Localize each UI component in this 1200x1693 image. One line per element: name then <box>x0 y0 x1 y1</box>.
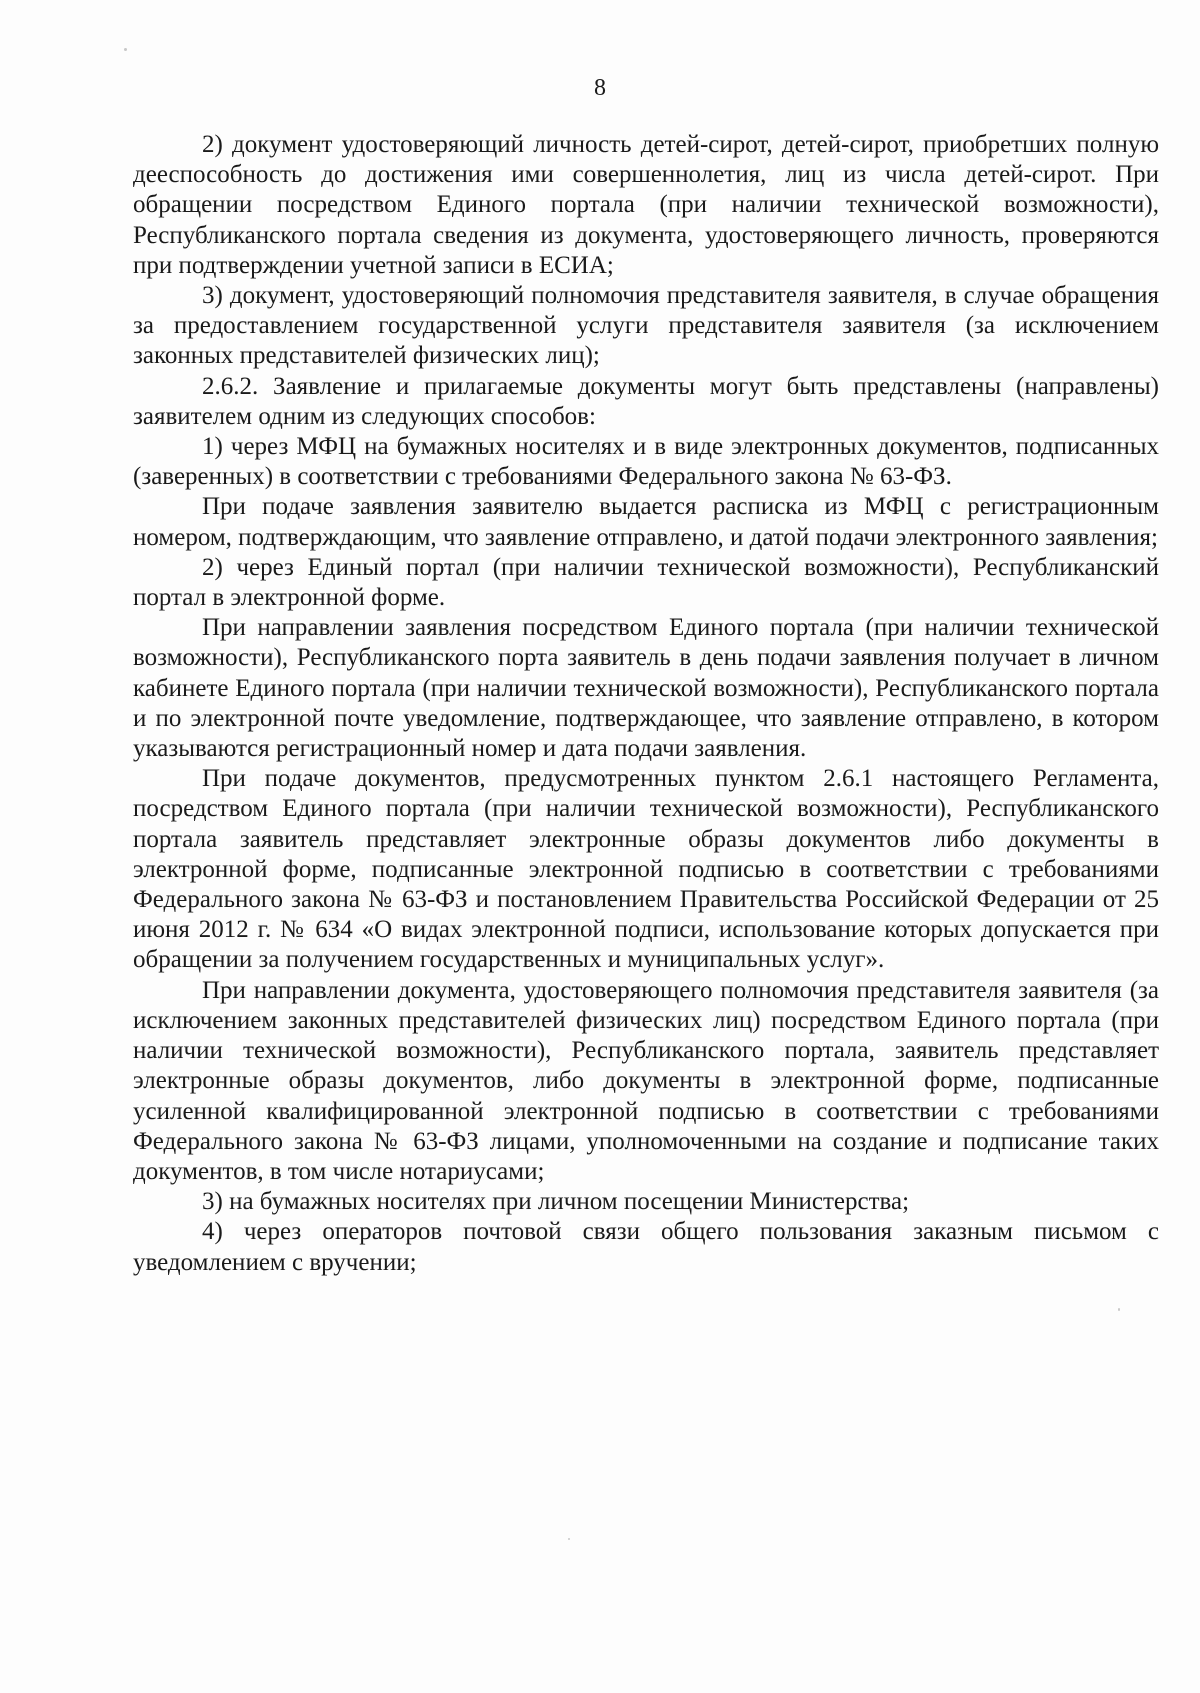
paragraph-representative-documents: При направлении документа, удостоверяющего полномочия представителя заявителя (за исключением законных представителей физических лиц) посредством Единого портала (при наличии технической возможности), Республиканского портала, заявитель представляет электронные образы документов, либо документы в электронной форме, подписанные усиленной квалифицированной электронной подписью в соответствии с требованиями Федерального закона № 63-ФЗ лицами, уполномоченными на создание и подписание таких документов, в том числе нотариусами; <box>133 976 1159 1185</box>
paragraph-method-portal: 2) через Единый портал (при наличии технической возможности), Республиканский портал в электронной форме. <box>133 553 1159 612</box>
paragraph-portal-notification: При направлении заявления посредством Единого портала (при наличии технической возможности), Республиканского порта заявитель в день подачи заявления получает в личном кабинете Единого портала (при наличии технической возможности), Республиканского портала и по электронной почте уведомление, подтверждающее, что заявление отправлено, в котором указываются регистрационный номер и дата подачи заявления. <box>133 614 1159 763</box>
scan-speck <box>124 48 127 51</box>
paragraph-identity-document: 2) документ удостоверяющий личность детей-сирот, детей-сирот, приобретших полную дееспособность до достижения ими совершеннолетия, лиц из числа детей-сирот. При обращении посредством Единого портала (при наличии технической возможности), Республиканского портала сведения из документа, удостоверяющего личность, проверяются при подтверждении учетной записи в ЕСИА; <box>133 131 1159 279</box>
paragraph-method-paper: 3) на бумажных носителях при личном посещении Министерства; <box>202 1188 910 1216</box>
paragraph-representative-authority: 3) документ, удостоверяющий полномочия представителя заявителя, в случае обращения за предоставлением государственной услуги представителя заявителя (за исключением законных представителей физических лиц); <box>133 282 1159 370</box>
paragraph-method-post: 4) через операторов почтовой связи общего пользования заказным письмом с уведомлением с вручении; <box>133 1218 1159 1276</box>
paragraph-method-mfc: 1) через МФЦ на бумажных носителях и в виде электронных документов, подписанных (заверенных) в соответствии с требованиями Федерального закона № 63-ФЗ. <box>133 433 1159 491</box>
scan-speck <box>568 1538 570 1540</box>
paragraph-electronic-documents: При подаче документов, предусмотренных пунктом 2.6.1 настоящего Регламента, посредством Единого портала (при наличии технической возможности), Республиканского портала заявитель представляет электронные образы документов либо документы в электронной форме, подписанные электронной подписью в соответствии с требованиями Федерального закона № 63-ФЗ и постановлением Правительства Российской Федерации от 25 июня 2012 г. № 634 «О видах электронной подписи, использование которых допускается при обращении за получением государственных и муниципальных услуг». <box>133 765 1159 974</box>
scan-speck <box>1118 1308 1120 1311</box>
document-body <box>133 130 1159 1278</box>
paragraph-mfc-receipt: При подаче заявления заявителю выдается расписка из МФЦ с регистрационным номером, подтверждающим, что заявление отправлено, и датой подачи электронного заявления; <box>133 493 1159 551</box>
page-number: 8 <box>594 75 606 101</box>
paragraph-2-6-2-submission-methods: 2.6.2. Заявление и прилагаемые документы могут быть представлены (направлены) заявителем одним из следующих способов: <box>133 372 1159 430</box>
